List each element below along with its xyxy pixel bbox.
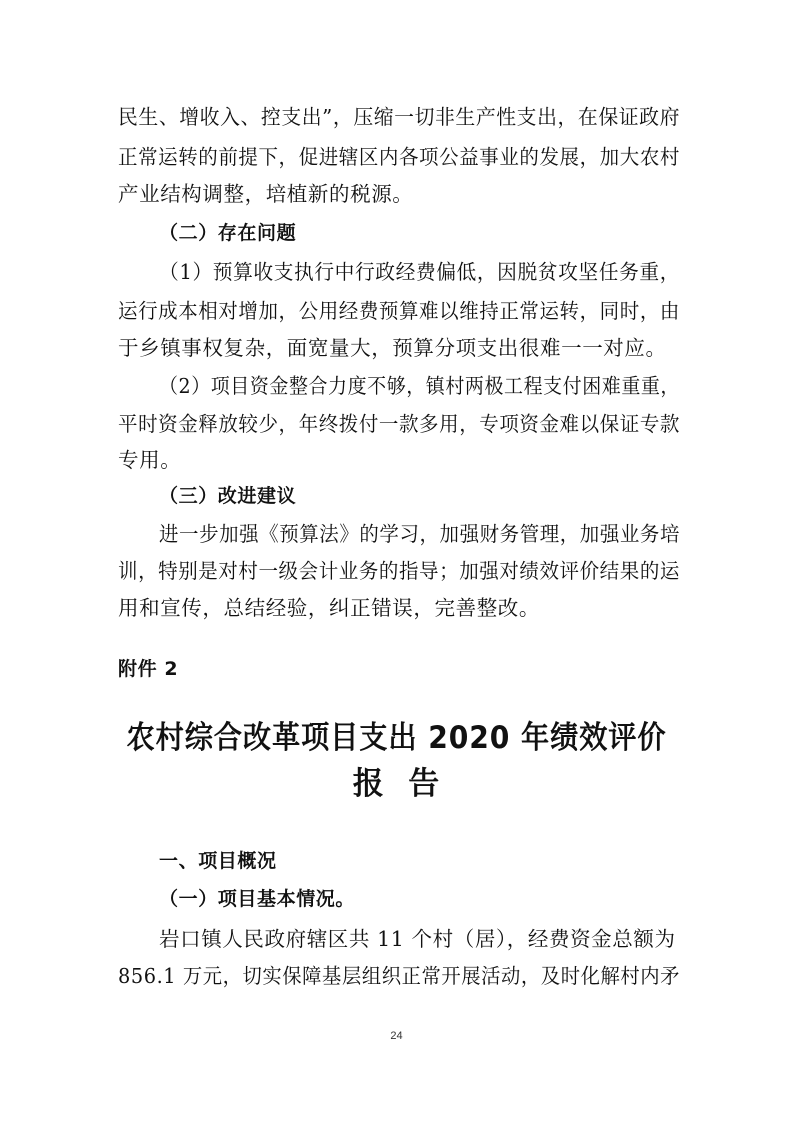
body-text-line: 于乡镇事权复杂，面宽量大，预算分项支出很难一一对应。 [118, 336, 667, 360]
body-text-line: 训，特别是对村一级会计业务的指导；加强对绩效评价结果的运 [118, 559, 680, 583]
body-text-line: 进一步加强《预算法》的学习，加强财务管理，加强业务培 [159, 522, 681, 546]
page-number: 24 [390, 1030, 403, 1042]
body-text-line: 岩口镇人民政府辖区共 11 个村（居），经费资金总额为 [159, 927, 676, 951]
report-title-line-2: 报 告 [352, 766, 441, 802]
body-text-line: 平时资金释放较少，年终拨付一款多用，专项资金难以保证专款 [118, 412, 680, 436]
body-text-line: 856.1 万元，切实保障基层组织正常开展活动，及时化解村内矛 [118, 964, 681, 988]
body-text-line: 产业结构调整，培植新的税源。 [118, 182, 414, 206]
section-heading: （二）存在问题 [159, 222, 297, 244]
body-text-line: 专用。 [118, 448, 182, 472]
section-heading: 一、项目概况 [159, 850, 277, 872]
section-heading: （三）改进建议 [159, 485, 297, 507]
body-text-line: 用和宣传，总结经验，纠正错误，完善整改。 [118, 596, 540, 620]
section-heading: （一）项目基本情况。 [159, 888, 356, 910]
body-text-line: （1）预算收支执行中行政经费偏低，因脱贫攻坚任务重， [159, 260, 681, 284]
attachment-label: 附件 2 [118, 658, 179, 680]
report-title-line-1: 农村综合改革项目支出 2020 年绩效评价 [126, 720, 667, 756]
body-text-line: 正常运转的前提下，促进辖区内各项公益事业的发展，加大农村 [118, 145, 680, 169]
body-text-line: （2）项目资金整合力度不够，镇村两极工程支付困难重重， [159, 374, 680, 398]
body-text-line: 民生、增收入、控支出”，压缩一切非生产性支出，在保证政府 [118, 105, 681, 129]
body-text-line: 运行成本相对增加，公用经费预算难以维持正常运转，同时，由 [118, 299, 680, 323]
